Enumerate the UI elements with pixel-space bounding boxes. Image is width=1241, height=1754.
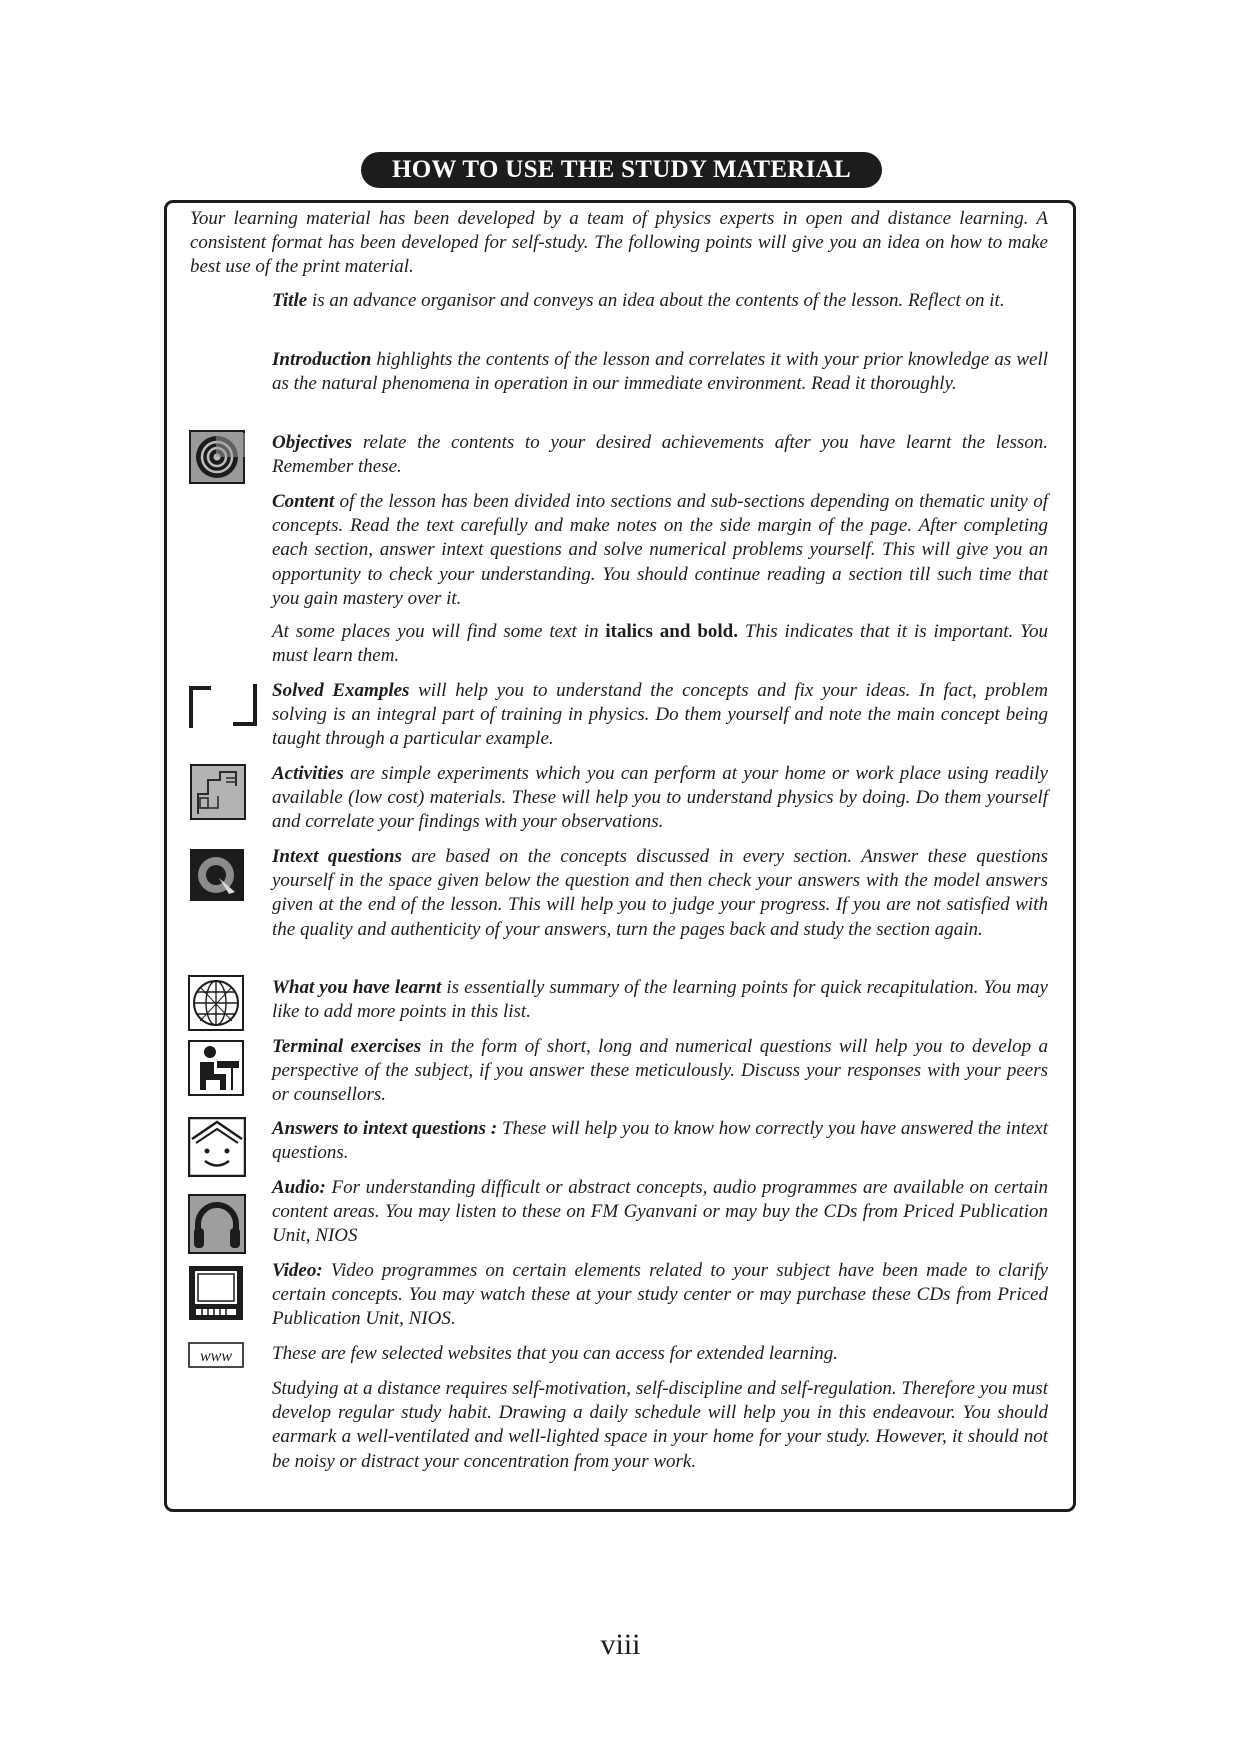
www-icon-label: www	[199, 1348, 233, 1365]
intro-paragraph: Your learning material has been developed by a team of physics experts in open and distance learning. A consistent format has been developed for self-study. The following points will give you an idea on how to make best use of the print material.	[190, 208, 1048, 278]
q-icon	[189, 848, 245, 902]
item-closing-note: Studying at a distance requires self-motivation, self-discipline and self-regulation. Therefore you must develop regular study habit. Drawing a daily schedule will help you in this endeavour. You should earmark a well-ventilated and well-lighted space in your home for your study. However, it should not be noisy or distract your concentration from your work.	[272, 1378, 1048, 1472]
smiley-house-icon	[188, 1117, 246, 1177]
item-title: Title is an advance organisor and conveys an idea about the contents of the lesson. Reflect on it.	[272, 290, 1005, 311]
item-terminal-exercises: Terminal exercises in the form of short, long and numerical questions will help you to develop a perspective of the subject, if you answer these meticulously. Discuss your responses with your peers or counsellors.	[272, 1036, 1048, 1106]
item-intext-questions: Intext questions are based on the concepts discussed in every section. Answer these questions yourself in the space given below the question and then check your answers with the model answers given at the end of the lesson. This will help you to judge your progress. If you are not satisfied with the quality and authenticity of your answers, turn the pages back and study the section again.	[272, 846, 1048, 940]
student-desk-icon	[188, 1040, 244, 1096]
item-content: Content of the lesson has been divided into sections and sub-sections depending on thematic unity of concepts. Read the text carefully and make notes on the side margin of the page. After completing each section, answer intext questions and solve numerical problems yourself. This will give you an opportunity to check your understanding. You should continue reading a section till such time that you gain mastery over it.	[272, 491, 1048, 609]
globe-icon	[188, 975, 244, 1031]
www-icon	[188, 1342, 244, 1368]
item-italics-note: At some places you will find some text in italics and bold. This indicates that it is important. You must learn them.	[272, 621, 1048, 667]
item-solved-examples: Solved Examples will help you to understand the concepts and fix your ideas. In fact, problem solving is an integral part of training in physics. Do them yourself and note the main concept being taught through a particular example.	[272, 680, 1048, 750]
tv-icon	[188, 1265, 244, 1321]
item-websites: These are few selected websites that you can access for extended learning.	[272, 1343, 838, 1364]
item-audio: Audio: For understanding difficult or abstract concepts, audio programmes are available on certain content areas. You may listen to these on FM Gyanvani or may buy the CDs from Priced Publication Unit, NIOS	[272, 1177, 1048, 1247]
headphones-icon	[188, 1194, 246, 1254]
item-video: Video: Video programmes on certain elements related to your subject have been made to clarify certain concepts. You may watch these at your study center or may purchase these CDs from Priced Publication Unit, NIOS.	[272, 1260, 1048, 1330]
section-title: HOW TO USE THE STUDY MATERIAL	[361, 152, 882, 188]
target-icon	[189, 430, 245, 484]
item-objectives: Objectives relate the contents to your desired achievements after you have learnt the lesson. Remember these.	[272, 432, 1048, 478]
item-activities: Activities are simple experiments which you can perform at your home or work place using readily available (low cost) materials. These will help you to understand physics by doing. Do them yourself and correlate your findings with your observations.	[272, 763, 1048, 833]
page-number: viii	[600, 1628, 641, 1661]
item-what-you-have-learnt: What you have learnt is essentially summary of the learning points for quick recapitulation. You may like to add more points in this list.	[272, 977, 1048, 1023]
activity-icon	[190, 764, 246, 820]
item-introduction: Introduction highlights the contents of the lesson and correlates it with your prior knowledge as well as the natural phenomena in operation in our immediate environment. Read it thoroughly.	[272, 349, 1048, 395]
corner-brackets-icon	[189, 682, 257, 730]
item-answers-intext: Answers to intext questions : These will help you to know how correctly you have answered the intext questions.	[272, 1118, 1049, 1164]
